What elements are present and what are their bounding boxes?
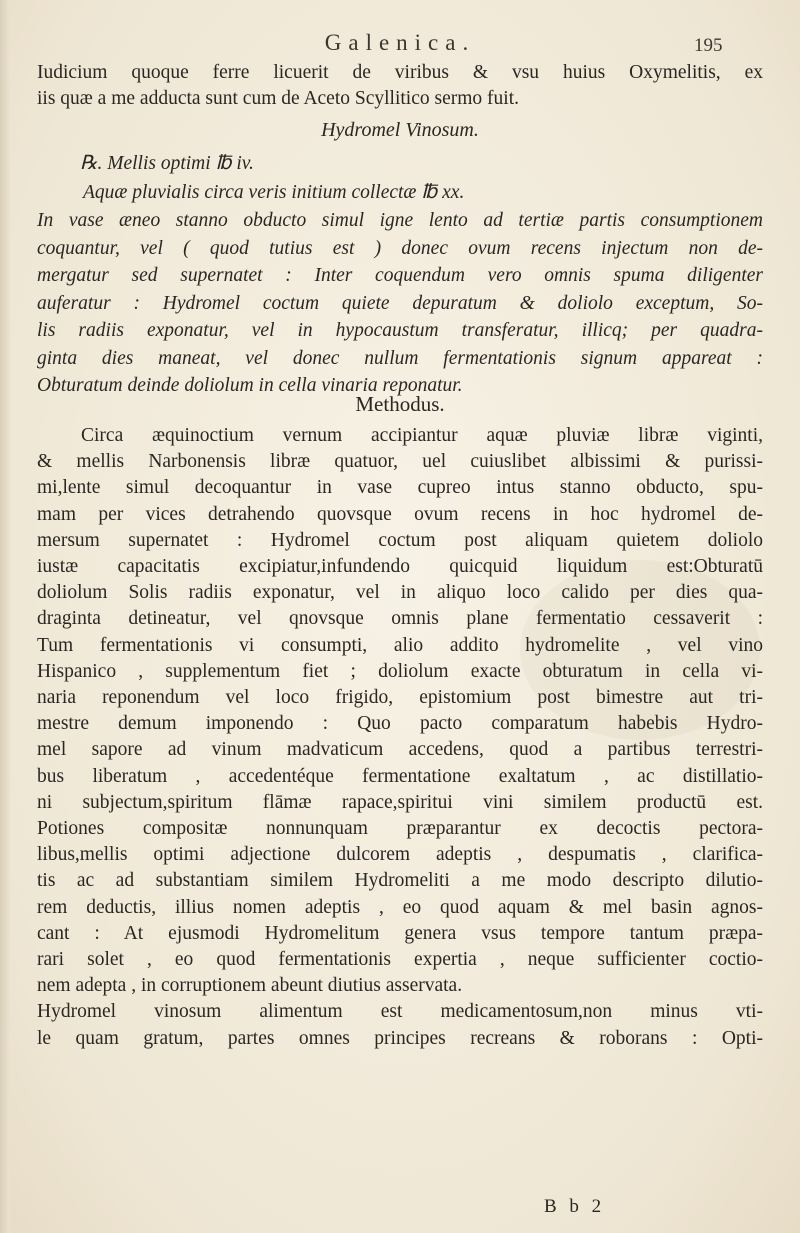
- text-line: coquantur, vel ( quod tutius est ) donec ovum recens injectum non de-: [37, 237, 763, 259]
- text-line: naria reponendum vel loco frigido, epistomium post bimestre aut tri-: [37, 687, 763, 709]
- text-line: bus liberatum , accedentéque fermentatione exaltatum , ac distillatio-: [37, 765, 763, 787]
- text-line: Circa æquinoctium vernum accipiantur aquæ pluviæ libræ viginti,: [81, 425, 763, 446]
- text-line: Iudicium quoque ferre licuerit de viribus & vsu huius Oxymelitis, ex: [37, 62, 763, 83]
- text-line: Tum fermentationis vi consumpti, alio addito hydromelite , vel vino: [37, 634, 763, 656]
- text-line: ni subjectum,spiritum flāmæ rapace,spiritui vini similem productū est.: [37, 791, 763, 813]
- intro-paragraph: [37, 60, 763, 112]
- recipe-instructions: [37, 207, 763, 400]
- section-title: Methodus.: [355, 392, 445, 416]
- text-line: Hispanico , supplementum fiet ; doliolum exacte obturatum in cella vi-: [37, 660, 763, 682]
- text-line: & mellis Narbonensis libræ quatuor, uel cuiuslibet albissimi & purissi-: [37, 451, 763, 473]
- page-number: 195: [694, 35, 723, 56]
- text-line: tis ac ad substantiam similem Hydromeliti a me modo descripto dilutio-: [37, 870, 763, 892]
- text-line: In vase æneo stanno obducto simul igne lento ad tertiæ partis consumptionem: [37, 210, 763, 231]
- text-line: libus,mellis optimi adjectione dulcorem adeptis , despumatis , clarifica-: [37, 844, 763, 866]
- text-line: lis radiis exponatur, vel in hypocaustum transferatur, illicq; per quadra-: [37, 320, 763, 341]
- text-line: Hydromel vinosum alimentum est medicamentosum,non minus vti-: [37, 1001, 763, 1023]
- running-title: Galenica.: [324, 30, 476, 55]
- method-body: [37, 423, 763, 1052]
- text-line: mestre demum imponendo : Quo pacto comparatum habebis Hydro-: [37, 713, 763, 735]
- text-line: auferatur : Hydromel coctum quiete depuratum & doliolo exceptum, So-: [37, 292, 763, 314]
- text-line: le quam gratum, partes omnes principes recreans & roborans : Opti-: [37, 1027, 763, 1049]
- page-gutter: [0, 0, 10, 1233]
- ingredient-line: Aquæ pluvialis circa veris initium collectæ ℔ xx.: [83, 182, 465, 203]
- text-line: mam per vices detrahendo quovsque ovum recens in hoc hydromel de-: [37, 503, 763, 525]
- text-line: mersum supernatet : Hydromel coctum post aliquam quietem doliolo: [37, 529, 763, 551]
- text-line: cant : At ejusmodi Hydromelitum genera vsus tempore tantum præpa-: [37, 922, 763, 944]
- text-line: rem deductis, illius nomen adeptis , eo quod aquam & mel basin agnos-: [37, 896, 763, 918]
- text-line: mel sapore ad vinum madvaticum accedens, quod a partibus terrestri-: [37, 739, 763, 761]
- text-line: rari solet , eo quod fermentationis expertia , neque sufficienter coctio-: [37, 949, 763, 971]
- text-line: Obturatum deinde doliolum in cella vinaria reponatur.: [37, 375, 463, 396]
- text-line: nem adepta , in corruptionem abeunt diutius asservata.: [37, 975, 463, 997]
- text-line: iustæ capacitatis excipiatur,infundendo quicquid liquidum est:Obturatū: [37, 556, 763, 578]
- recipe-title: Hydromel Vinosum.: [321, 119, 479, 141]
- text-line: mergatur sed supernatet : Inter coquendum vero omnis spuma diligenter: [37, 265, 763, 286]
- text-line: Potiones compositæ nonnunquam præparantur ex decoctis pectora-: [37, 818, 763, 840]
- text-line: ginta dies maneat, vel donec nullum fermentationis signum appareat :: [37, 347, 763, 369]
- text-line: mi,lente simul decoquantur in vase cupreo intus stanno obducto, spu-: [37, 477, 763, 499]
- text-line: draginta detineatur, vel qnovsque omnis plane fermentatio cessaverit :: [37, 608, 763, 630]
- ingredient-line: ℞. Mellis optimi ℔ iv.: [80, 153, 254, 174]
- signature-mark: B b 2: [544, 1196, 606, 1217]
- text-line: doliolum Solis radiis exponatur, vel in aliquo loco calido per dies qua-: [37, 582, 763, 604]
- text-line: iis quæ a me adducta sunt cum de Aceto Scyllitico sermo fuit.: [37, 88, 519, 109]
